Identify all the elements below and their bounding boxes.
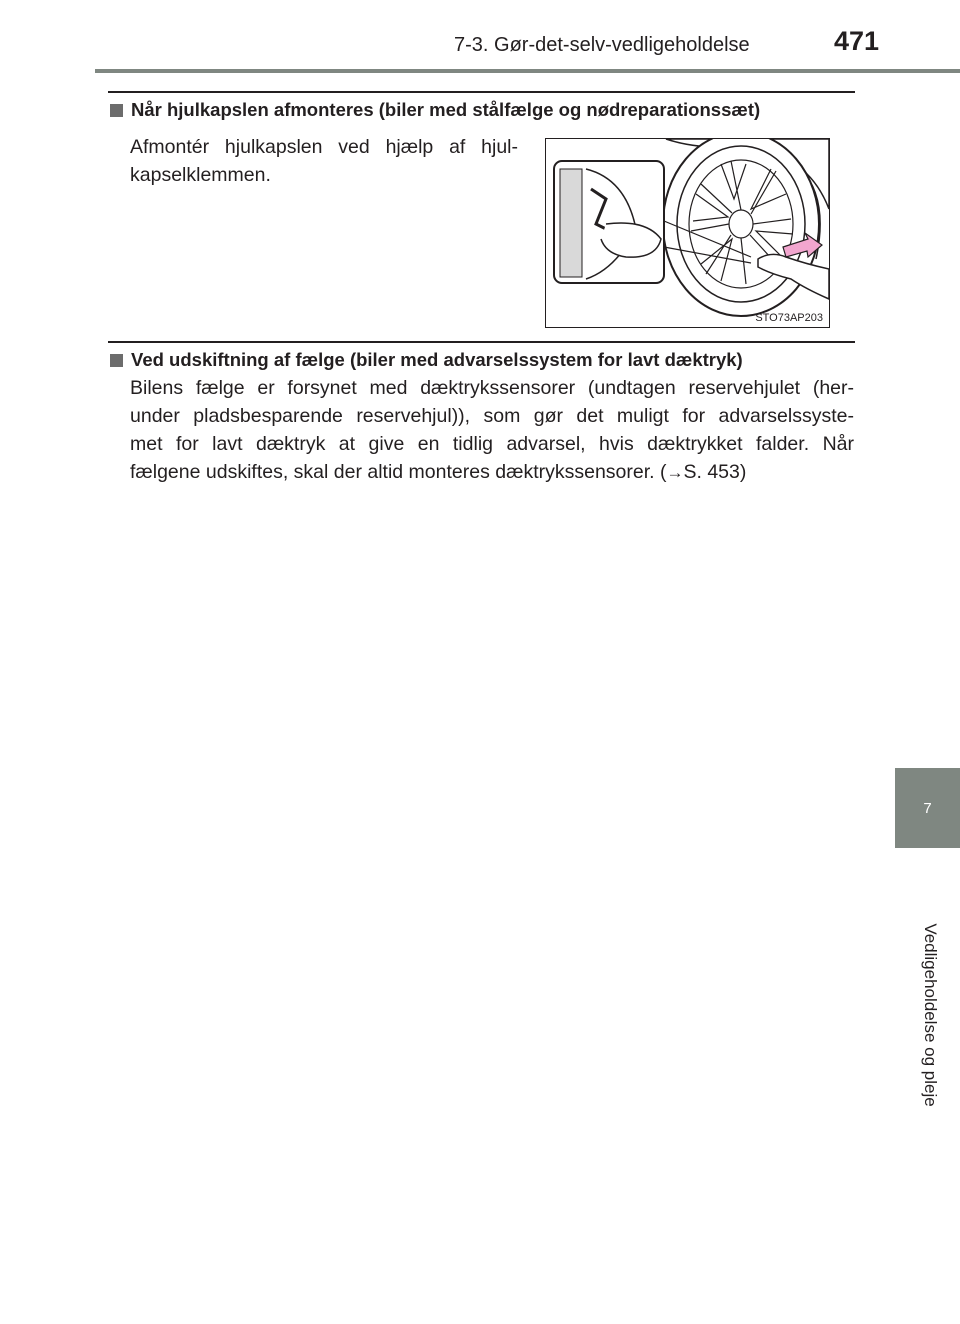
bullet-square-icon <box>110 354 123 367</box>
body-line-prefix: fælgene udskiftes, skal der altid monteres dæktrykssensorer. ( <box>130 461 667 483</box>
body-line-suffix: ) <box>739 461 747 483</box>
page-number: 471 <box>834 26 880 56</box>
section-divider <box>108 341 855 343</box>
body-line: Bilens fælge er forsynet med dæktrykssensorer (undtagen reservehjulet (her- <box>130 377 854 399</box>
chapter-tab-number: 7 <box>923 799 932 817</box>
figure-code: STO73AP203 <box>755 312 823 324</box>
body-line-last <box>130 458 854 487</box>
header-rule <box>95 69 960 73</box>
arrow-right-icon: → <box>666 463 684 482</box>
body-line: Afmontér hjulkapslen ved hjælp af hjul- <box>130 136 518 158</box>
chapter-title: 7-3. Gør-det-selv-vedligeholdelse <box>454 34 750 56</box>
hubcap-illustration-graphic <box>546 139 829 327</box>
section-body-rim-change <box>130 374 854 487</box>
body-line: kapselklemmen. <box>130 164 271 186</box>
section-body-hubcap <box>130 133 518 189</box>
body-line: under pladsbesparende reservehjul)), som gør det muligt for advarselssyste- <box>130 405 854 427</box>
section-divider <box>108 91 855 93</box>
page-reference-link[interactable]: S. 453 <box>683 461 740 483</box>
section-heading-hubcap <box>110 99 760 121</box>
section-heading-text: Når hjulkapslen afmonteres (biler med stålfælge og nødreparationssæt) <box>131 99 761 120</box>
chapter-tab[interactable] <box>895 768 960 848</box>
section-heading-text: Ved udskiftning af fælge (biler med advarselssystem for lavt dæktryk) <box>131 349 743 370</box>
chapter-side-label: Vedligeholdelse og pleje <box>921 923 940 1107</box>
hubcap-removal-illustration <box>545 138 830 328</box>
body-line: met for lavt dæktryk at give en tidlig advarsel, hvis dæktrykket falder. Når <box>130 433 854 455</box>
section-heading-rim-change <box>110 349 743 371</box>
bullet-square-icon <box>110 104 123 117</box>
